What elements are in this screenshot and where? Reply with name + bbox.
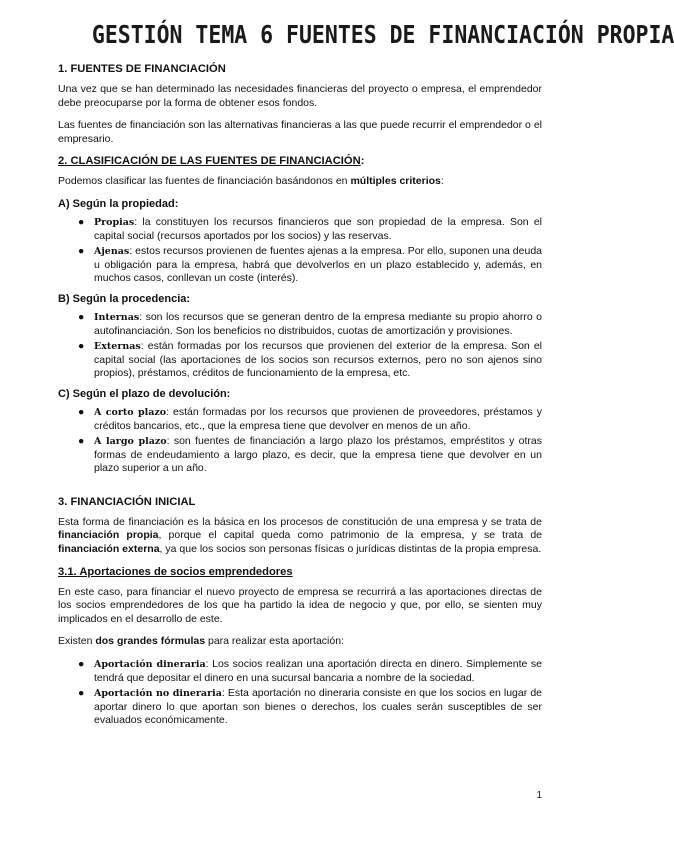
list-item bbox=[78, 340, 542, 381]
definition: : están formadas por los recursos que provienen del exterior de la empresa. Son el capital social (las aportaciones de los socios son recursos externos, pero no son ajenos sino propios), préstamos, créditos de funcionamiento de la empresa, etc. bbox=[94, 340, 542, 380]
intro-end: : bbox=[440, 175, 444, 188]
definition: : son fuentes de financiación a largo plazo los préstamos, empréstitos y otras formas de endeudamiento a largo plazo, es decir, que la empresa tiene que devolver en un plazo superior a un año. bbox=[94, 435, 542, 475]
list-item bbox=[78, 311, 542, 338]
bullet-icon: ● bbox=[78, 435, 85, 448]
list-item bbox=[78, 435, 542, 476]
section-3-heading: 3. FINANCIACIÓN INICIAL bbox=[58, 495, 196, 508]
criterion-a-heading: A) Según la propiedad: bbox=[58, 197, 179, 210]
bullet-icon: ● bbox=[78, 340, 85, 353]
contribution-list bbox=[58, 658, 542, 728]
section-2-intro bbox=[58, 175, 542, 189]
section-2-heading-colon: : bbox=[360, 155, 365, 168]
list-item bbox=[78, 216, 542, 243]
page-number: 1 bbox=[536, 790, 542, 801]
definition: : la constituyen los recursos financieros que son propiedad de la empresa. Son el capital social (recursos aportados por los socios) y las reservas. bbox=[94, 215, 542, 242]
definition: : son los recursos que se generan dentro de la empresa mediante su propio ahorro o autofinanciación. Son los beneficios no distribuidos, cuotas de amortización y provisiones. bbox=[94, 310, 542, 337]
document-title: GESTIÓN TEMA 6 FUENTES DE FINANCIACIÓN PROPIA bbox=[91, 20, 674, 49]
intro-bold: múltiples criterios bbox=[350, 175, 441, 188]
text: Existen bbox=[58, 635, 96, 648]
section-3-paragraph bbox=[58, 516, 542, 557]
bullet-icon: ● bbox=[78, 405, 85, 418]
bullet-icon: ● bbox=[78, 245, 85, 258]
term: Aportación dineraria bbox=[94, 659, 206, 671]
bullet-icon: ● bbox=[78, 687, 85, 700]
text: para realizar esta aportación: bbox=[205, 635, 344, 648]
subsection-paragraph-1: En este caso, para financiar el nuevo proyecto de empresa se recurrirá a las aportaciones directas de los socios emprendedores de los que ha partido la idea de negocio y que, por ello, se sienten muy implicados en el desarrollo de este. bbox=[58, 585, 542, 625]
definition: : están formadas por los recursos que provienen de proveedores, préstamos y créditos bancarios, etc., que la empresa tiene que devolver en menos de un año. bbox=[94, 405, 542, 432]
subsection-paragraph-2 bbox=[58, 635, 542, 649]
bullet-icon: ● bbox=[78, 658, 85, 671]
criterion-c-list bbox=[58, 406, 542, 476]
section-2-heading-text: 2. CLASIFICACIÓN DE LAS FUENTES DE FINANCIACIÓN bbox=[58, 155, 361, 168]
term: Ajenas bbox=[94, 246, 130, 258]
definition: : Esta aportación no dineraria consiste en que los socios en lugar de aportar dinero lo que aportan son bienes o derechos, los cuales serán susceptibles de ser evaluados económicamente. bbox=[94, 687, 542, 727]
section-1-paragraph-1: Una vez que se han determinado las necesidades financieras del proyecto o empresa, el emprendedor debe preocuparse por la forma de obtener esos fondos. bbox=[58, 83, 542, 109]
definition: : Los socios realizan una aportación directa en dinero. Simplemente se tendrá que depositar el dinero en una sucursal bancaria a nombre de la sociedad. bbox=[94, 658, 542, 684]
list-item bbox=[78, 658, 542, 685]
bullet-icon: ● bbox=[78, 215, 85, 228]
text: Esta forma de financiación es la básica en los procesos de constitución de una empresa y se trata de bbox=[58, 515, 542, 528]
term: A largo plazo bbox=[94, 436, 167, 448]
definition: : estos recursos provienen de fuentes ajenas a la empresa. Por ello, suponen una deuda u obligación para la empresa, habrá que devolverlos en un plazo establecido y, además, en muchos casos, conllevan un coste (interés). bbox=[94, 245, 542, 285]
list-item bbox=[78, 245, 542, 286]
section-2-heading bbox=[58, 155, 542, 167]
term: A corto plazo bbox=[94, 406, 167, 418]
term: Propias bbox=[94, 216, 135, 228]
intro-text: Podemos clasificar las fuentes de financiación basándonos en bbox=[58, 175, 351, 188]
bold-text: financiación propia bbox=[58, 529, 159, 542]
term: Aportación no dineraria bbox=[94, 688, 222, 700]
document-page bbox=[58, 20, 674, 735]
term: Internas bbox=[94, 311, 140, 323]
list-item bbox=[78, 406, 542, 433]
subsection-3-1-heading: 3.1. Aportaciones de socios emprendedores bbox=[58, 565, 293, 578]
criterion-b-heading: B) Según la procedencia: bbox=[58, 292, 191, 305]
bold-text: dos grandes fórmulas bbox=[95, 635, 206, 648]
section-1-heading: 1. FUENTES DE FINANCIACIÓN bbox=[58, 63, 226, 75]
list-item bbox=[78, 687, 542, 728]
section-1-paragraph-2: Las fuentes de financiación son las alternativas financieras a las que puede recurrir el emprendedor o el empresario. bbox=[58, 119, 542, 145]
text: , porque el capital queda como patrimonio de la empresa, y se trata de bbox=[158, 529, 543, 542]
criterion-a-list bbox=[58, 216, 542, 286]
term: Externas bbox=[94, 341, 141, 353]
criterion-b-list bbox=[58, 311, 542, 381]
criterion-c-heading: C) Según el plazo de devolución: bbox=[58, 387, 231, 400]
bold-text: financiación externa bbox=[58, 543, 160, 556]
text: , ya que los socios son personas físicas o jurídicas distintas de la propia empresa. bbox=[159, 543, 542, 556]
bullet-icon: ● bbox=[78, 310, 85, 323]
